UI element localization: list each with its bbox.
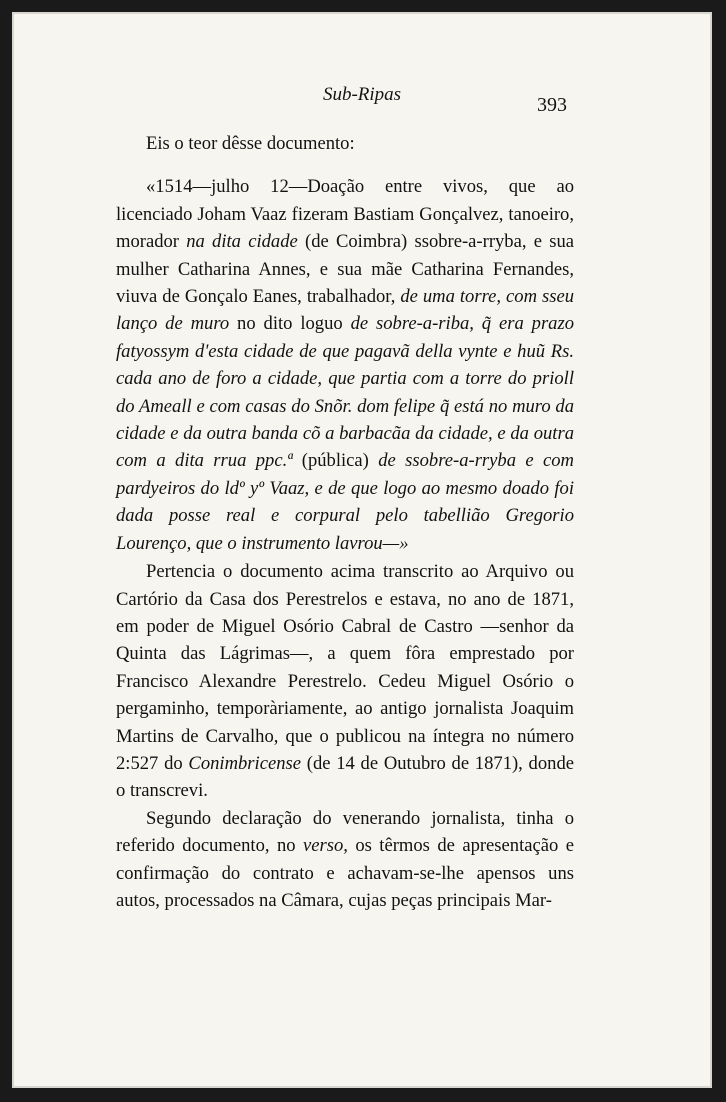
quote-text-4: (pública) <box>292 450 379 472</box>
declaration-paragraph <box>116 805 574 915</box>
quote-italic-3: de sobre-a-riba, q̃ era prazo fatyossym d'esta cidade de que pagavã della vynte e huũ Rs. cada ano de foro a cidade, que partia com a torre do prioll do Ameall e com casas do Snõr. dom felipe q̃ está no muro da cidade e da outra banda cõ a barbacãa da cidade, e da outra com a dita rrua ppc.ª <box>116 313 575 472</box>
book-page <box>12 12 712 1088</box>
quote-text-2: (de Coimbra) ssobre-a-rryba, e sua mulher Catharina Annes, e sua mãe Catharina Fernandes, viuva de Gonçalo Eanes, trabalhador, <box>116 231 574 308</box>
quote-italic-2: de uma torre, com sseu lanço de muro <box>116 286 574 335</box>
quote-italic-4: de ssobre-a-rryba e com pardyeiros do ldº yº Vaaz, e de que logo ao mesmo doado foi dada posse real e corpural pelo tabellião Gregorio Lourenço, que o instrumento lavrou—» <box>116 450 574 554</box>
provenance-text-1: Pertencia o documento acima transcrito ao Arquivo ou Cartório da Casa dos Perestrelos e estava, no ano de 1871, em poder de Miguel Osório Cabral de Castro —senhor da Quinta das Lágrimas—, a quem fôra emprestado por Francisco Alexandre Perestrelo. Cedeu Miguel Osório o pergaminho, temporàriamente, ao antigo jornalista Joaquim Martins de Carvalho, que o publicou na íntegra no número 2:527 do <box>116 561 574 774</box>
declaration-text-2: os têrmos de apresentação e confirmação do contrato e achavam-se-lhe apensos uns autos, processados na Câmara, cujas peças principais Mar- <box>116 835 574 911</box>
quoted-document-paragraph <box>116 173 574 557</box>
body-text <box>116 130 574 914</box>
page-header <box>12 84 712 114</box>
quote-italic-1: na dita cidade <box>186 231 298 253</box>
newspaper-title: Conimbricense <box>188 752 302 774</box>
quote-text-3: no dito loguo <box>229 313 351 335</box>
page-number: 393 <box>537 94 567 116</box>
declaration-text-1: Segundo declaração do venerando jornalista, tinha o referido documento, no <box>116 807 574 857</box>
quote-text-1: «1514—julho 12—Doação entre vivos, que ao licenciado Joham Vaaz fizeram Bastiam Gonçalvez, tanoeiro, morador <box>116 176 574 253</box>
intro-paragraph: Eis o teor dêsse documento: <box>146 133 355 154</box>
provenance-paragraph <box>116 558 574 805</box>
running-title: Sub-Ripas <box>322 84 402 105</box>
declaration-italic: verso, <box>302 835 348 857</box>
provenance-text-2: (de 14 de Outubro de 1871), donde o transcrevi. <box>116 752 575 802</box>
